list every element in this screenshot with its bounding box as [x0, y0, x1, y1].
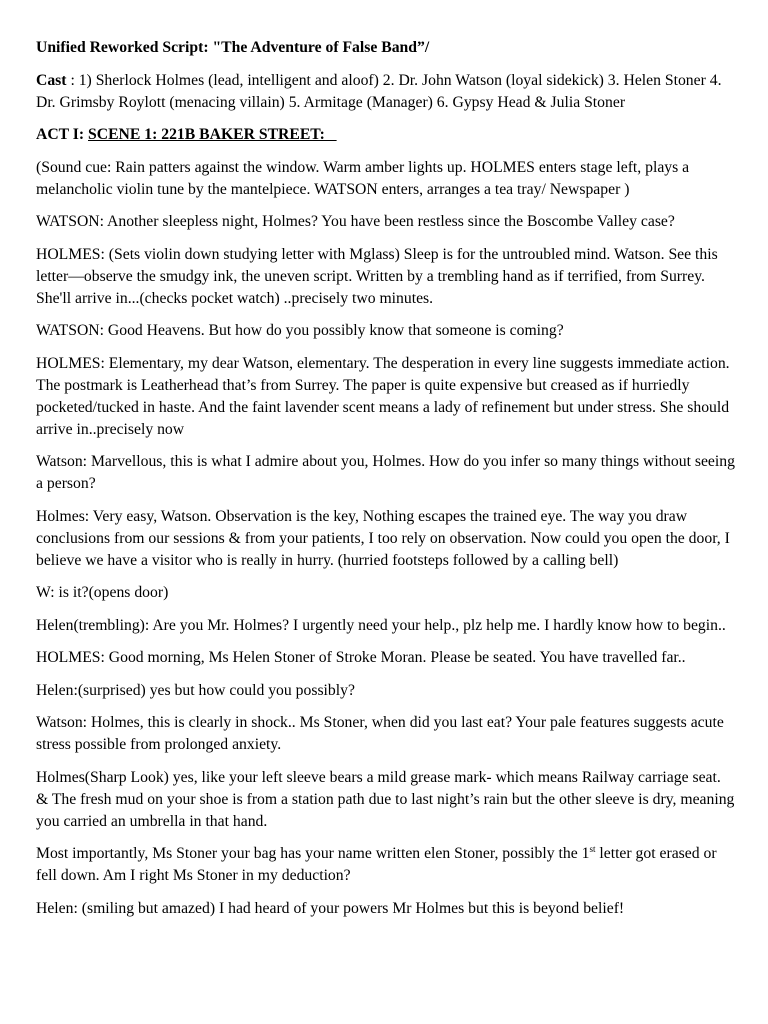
dialogue-line: HOLMES: Elementary, my dear Watson, elementary. The desperation in every line suggests immediate action. The postmark is Leatherhead that’s from Surrey. The paper is quite expensive but creased as if hurriedly pocketed/tucked in haste. And the faint lavender scent means a lady of refinement but under stress. She should arrive in..precisely now: [36, 354, 730, 438]
dialogue-line: Watson: Holmes, this is clearly in shock.. Ms Stoner, when did you last eat? Your pale features suggests acute stress possible from prolonged anxiety.: [36, 714, 724, 753]
cast-text: : 1) Sherlock Holmes (lead, intelligent and aloof) 2. Dr. John Watson (loyal sidekick) 3. Helen Stoner 4. Dr. Grimsby Roylott (menacing villain) 5. Armitage (Manager) 6. Gypsy Head & Julia Stoner: [36, 71, 722, 111]
document-title: Unified Reworked Script: "The Adventure of False Band”/: [36, 39, 430, 56]
stage-direction: (Sound cue: Rain patters against the window. Warm amber lights up. HOLMES enters stage left, plays a melancholic violin tune by the mantelpiece. WATSON enters, arranges a tea tray/ Newspaper ): [36, 158, 690, 198]
dialogue-line: W: is it?(opens door): [36, 584, 169, 601]
dialogue-line: Holmes: Very easy, Watson. Observation is the key, Nothing escapes the trained eye. The way you draw conclusions from our sessions & from your patients, I too rely on observation. Now could you open the door, I believe we have a visitor who is really in hurry. (hurried footsteps followed by a calling bell): [36, 507, 730, 569]
dialogue-line: Helen: (smiling but amazed) I had heard of your powers Mr Holmes but this is beyond belief!: [36, 899, 625, 917]
dialogue-line-deduction: [36, 843, 736, 887]
dialogue-line: HOLMES: (Sets violin down studying letter with Mglass) Sleep is for the untroubled mind. Watson. See this letter—observe the smudgy ink, the uneven script. Written by a trembling hand as if terrified, from Surrey. She'll arrive in...(checks pocket watch) ..precisely two minutes.: [36, 245, 718, 307]
deduction-text-end: letter got erased or fell down. Am I right Ms Stoner in my deduction?: [36, 845, 717, 884]
scene-heading: SCENE 1: 221B BAKER STREET:: [88, 126, 337, 143]
dialogue-line: Holmes(Sharp Look) yes, like your left sleeve bears a mild grease mark- which means Railway carriage seat. & The fresh mud on your shoe is from a station path due to last night’s rain but the other sleeve is dry, meaning you carried an umbrella in that hand.: [36, 768, 735, 830]
script-page: [36, 37, 736, 930]
cast-list: [36, 70, 736, 114]
dialogue-line: HOLMES: Good morning, Ms Helen Stoner of Stroke Moran. Please be seated. You have travelled far..: [36, 649, 686, 666]
act-label: ACT I:: [36, 126, 89, 143]
act-heading: [36, 124, 736, 146]
dialogue-line: WATSON: Good Heavens. But how do you possibly know that someone is coming?: [36, 322, 564, 339]
dialogue-line: WATSON: Another sleepless night, Holmes? You have been restless since the Boscombe Valley case?: [36, 213, 675, 230]
dialogue-line: Helen(trembling): Are you Mr. Holmes? I urgently need your help., plz help me. I hardly know how to begin..: [36, 616, 726, 634]
ordinal-suffix: st: [589, 843, 596, 854]
cast-label: Cast: [36, 71, 67, 89]
dialogue-line: Watson: Marvellous, this is what I admire about you, Holmes. How do you infer so many things without seeing a person?: [36, 453, 735, 492]
dialogue-line: Helen:(surprised) yes but how could you possibly?: [36, 681, 355, 699]
deduction-text-start: Most importantly, Ms Stoner your bag has your name written elen Stoner, possibly the 1: [36, 845, 590, 862]
